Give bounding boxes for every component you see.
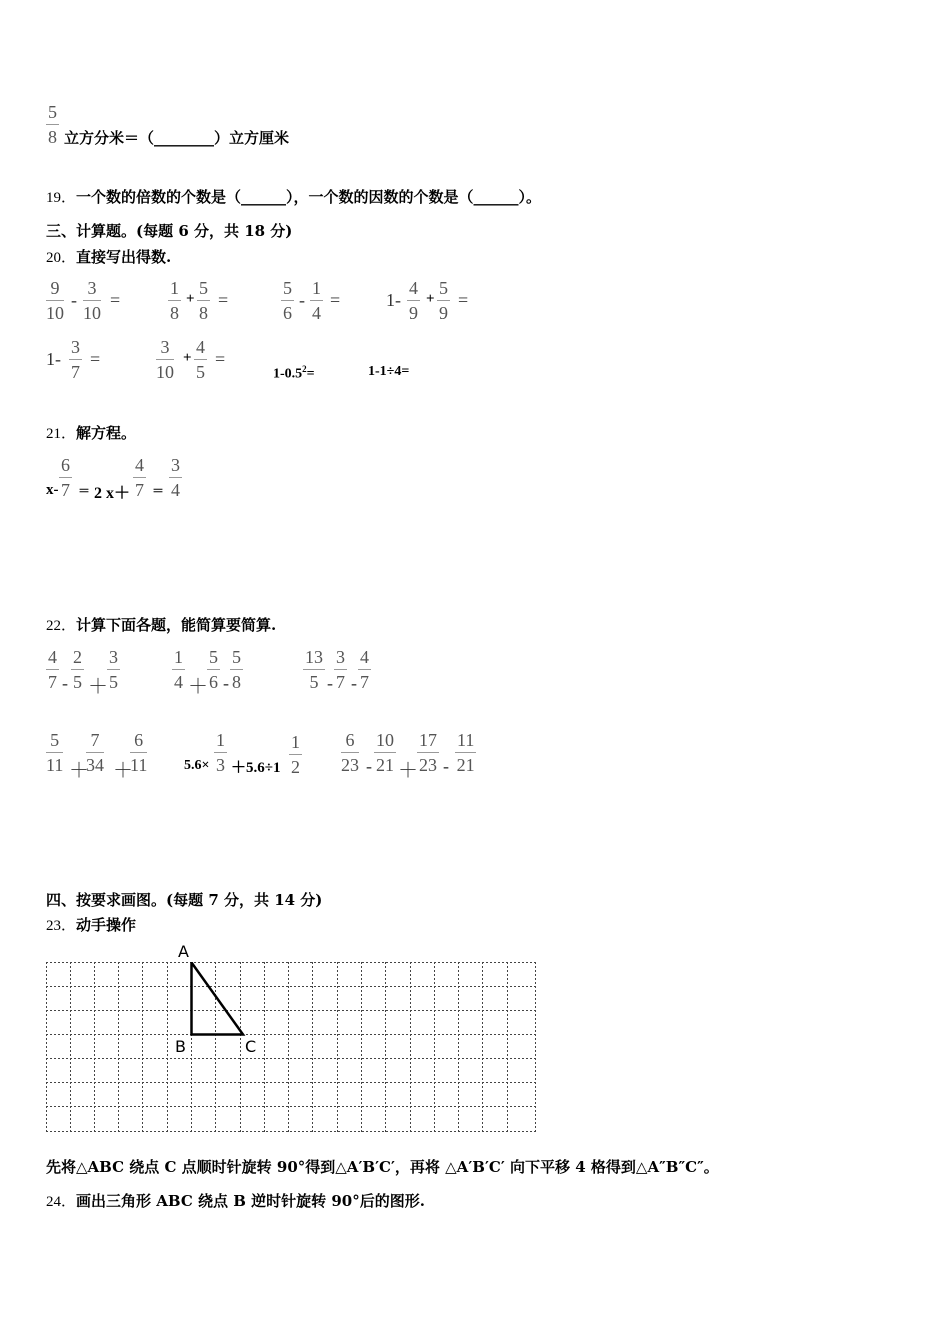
question-text: 画出三角形 ABC 绕点 B 逆时针旋转 90°后的图形.: [76, 1192, 425, 1210]
numerator: 10: [376, 730, 394, 750]
equals-sign: =: [458, 290, 469, 310]
expression-term: 5.6×: [184, 758, 210, 773]
denominator: 21: [376, 755, 394, 775]
equals-sign: ＝: [78, 484, 91, 498]
triangle-abc: [192, 963, 244, 1035]
fraction: [334, 648, 347, 691]
fraction: [374, 731, 396, 774]
numerator: 3: [71, 337, 80, 357]
question-text: 动手操作: [76, 916, 137, 934]
numerator: 3: [336, 647, 345, 667]
denominator: 5: [309, 672, 319, 692]
minus-sign: -: [71, 290, 77, 310]
equals-sign: =: [330, 290, 341, 310]
expression-term: ＋5.6÷1: [231, 760, 281, 776]
fraction: [417, 731, 439, 774]
denominator: 7: [48, 672, 57, 692]
question-number: 22．: [46, 618, 77, 634]
fraction: [86, 731, 104, 774]
fraction: [107, 648, 120, 691]
question-text: 直接写出得数.: [76, 248, 172, 266]
q22: [46, 614, 276, 635]
section-3-heading: 三、计算题。(每题 6 分，共 18 分): [46, 222, 293, 240]
fraction: [207, 648, 220, 691]
minus-sign: -: [62, 673, 68, 693]
denominator: 4: [171, 480, 180, 500]
question-text: 一个数的倍数的个数是（______），一个数的因数的个数是（______）。: [76, 188, 542, 206]
fraction: [455, 731, 476, 774]
fraction: [156, 338, 174, 381]
fraction: [172, 648, 185, 691]
plus-sign: ＋: [188, 676, 208, 698]
q19: [46, 186, 541, 207]
question-number: 20．: [46, 250, 77, 266]
denominator: 21: [456, 755, 475, 775]
fraction: [281, 279, 294, 322]
denominator: 7: [360, 672, 369, 692]
numerator: 1: [312, 278, 321, 298]
minus-sign: -: [299, 290, 305, 310]
plus-sign: +: [183, 350, 192, 366]
fraction: [230, 648, 243, 691]
fraction: [46, 648, 59, 691]
minus-sign: -: [443, 756, 449, 776]
numerator: 3: [171, 455, 180, 475]
denominator: 7: [71, 362, 80, 382]
denominator: 10: [46, 303, 64, 323]
expression-division: 1-1÷4=: [368, 364, 410, 379]
numerator: 5: [283, 278, 292, 298]
numerator: 4: [409, 278, 418, 298]
denominator: 11: [46, 755, 64, 775]
numerator: 4: [135, 455, 144, 475]
fraction: [46, 103, 59, 146]
numerator: 1: [291, 732, 300, 752]
equation-term: x-: [46, 482, 59, 498]
fraction: [194, 338, 207, 381]
grid-figure: [46, 962, 536, 1132]
numerator: 3: [109, 647, 118, 667]
fraction: [133, 456, 146, 499]
denominator: 8: [232, 672, 241, 692]
section-4-heading: 四、按要求画图。(每题 7 分，共 14 分): [46, 891, 323, 909]
denominator: 3: [216, 755, 225, 775]
plus-sign: ＋: [398, 760, 418, 782]
fraction: [358, 648, 371, 691]
numerator: 9: [50, 278, 60, 298]
denominator: 7: [336, 672, 345, 692]
denominator: 11: [130, 755, 148, 775]
numerator: 13: [305, 647, 323, 667]
numerator: 4: [196, 337, 205, 357]
one-minus: 1-: [46, 349, 61, 369]
denominator: 6: [209, 672, 218, 692]
fraction: [214, 731, 227, 774]
numerator: 5: [209, 647, 218, 667]
fraction: [437, 279, 450, 322]
vertex-label-c: C: [245, 1037, 257, 1056]
question-text: 计算下面各题，能简算要简算.: [76, 616, 277, 634]
equals-sign: ＝: [152, 484, 165, 498]
numerator: 6: [134, 730, 144, 750]
question-number: 19．: [46, 190, 77, 206]
equals-sign: =: [218, 290, 229, 310]
fraction: [168, 279, 181, 322]
fraction: [197, 279, 210, 322]
numerator: 5: [50, 730, 60, 750]
fraction: [83, 279, 101, 322]
denominator: 34: [86, 755, 104, 775]
vertex-label-b: B: [175, 1037, 186, 1056]
equals-sign: =: [215, 349, 226, 369]
denominator: 9: [409, 303, 418, 323]
plus-sign: ＋: [88, 676, 108, 698]
one-minus: 1-: [386, 290, 401, 310]
denominator: 4: [174, 672, 183, 692]
question-number: 21．: [46, 426, 77, 442]
plus-sign: ＋: [69, 760, 89, 782]
fraction: [59, 456, 72, 499]
denominator: 7: [135, 480, 144, 500]
fraction: [289, 733, 302, 776]
q24: [46, 1190, 425, 1211]
numerator: 2: [73, 647, 82, 667]
denominator: 5: [109, 672, 118, 692]
denominator: 23: [341, 755, 359, 775]
denominator: 8: [199, 303, 208, 323]
fraction: [341, 731, 359, 774]
fraction: [310, 279, 323, 322]
numerator: 5: [48, 102, 57, 122]
numerator: 6: [345, 730, 355, 750]
q21: [46, 422, 136, 443]
q18-text: 立方分米＝（________）立方厘米: [64, 129, 290, 147]
question-number: 23．: [46, 918, 77, 934]
q23: [46, 914, 136, 935]
numerator: 4: [48, 647, 57, 667]
numerator: 4: [360, 647, 369, 667]
numerator: 6: [61, 455, 70, 475]
denominator: 8: [170, 303, 179, 323]
minus-sign: -: [327, 673, 333, 693]
denominator: 5: [196, 362, 205, 382]
fraction: [46, 731, 63, 774]
denominator: 7: [61, 480, 70, 500]
q20: [46, 246, 171, 267]
denominator: 6: [283, 303, 292, 323]
fraction: [169, 456, 182, 499]
fraction: [46, 279, 64, 322]
numerator: 3: [160, 337, 170, 357]
denominator: 8: [48, 127, 57, 147]
fraction: [71, 648, 84, 691]
numerator: 1: [170, 278, 179, 298]
question-text: 解方程。: [76, 424, 137, 442]
minus-sign: -: [351, 673, 357, 693]
fraction: [130, 731, 147, 774]
numerator: 1: [174, 647, 183, 667]
denominator: 23: [419, 755, 437, 775]
denominator: 10: [156, 362, 174, 382]
numerator: 17: [419, 730, 437, 750]
plus-sign: ＋: [113, 760, 133, 782]
plus-sign: +: [426, 291, 435, 307]
numerator: 11: [457, 730, 475, 750]
denominator: 4: [312, 303, 321, 323]
plus-sign: +: [186, 291, 195, 307]
question-number: 24．: [46, 1194, 77, 1210]
numerator: 7: [90, 730, 100, 750]
denominator: 10: [83, 303, 101, 323]
numerator: 5: [232, 647, 241, 667]
numerator: 5: [439, 278, 448, 298]
grid-lines: [46, 962, 536, 1132]
minus-sign: -: [223, 673, 229, 693]
expression-power: $1-0.5^2=$: [273, 364, 315, 382]
q23-instructions: 先将△ABC 绕点 C 点顺时针旋转 90°得到△A′B′C′，再将 △A′B′C′ 向下平移 4 格得到△A″B″C″。: [46, 1158, 719, 1176]
fraction: [69, 338, 82, 381]
fraction: [303, 648, 325, 691]
fraction: [407, 279, 420, 322]
numerator: 1: [216, 730, 225, 750]
vertex-label-a: A: [178, 942, 189, 961]
numerator: 3: [87, 278, 97, 298]
denominator: 9: [439, 303, 448, 323]
equals-sign: =: [110, 290, 121, 310]
numerator: 5: [199, 278, 208, 298]
denominator: 5: [73, 672, 82, 692]
denominator: 2: [291, 757, 300, 777]
equals-sign: =: [90, 349, 101, 369]
minus-sign: -: [366, 756, 372, 776]
equation-term: 2 x＋: [94, 485, 131, 502]
